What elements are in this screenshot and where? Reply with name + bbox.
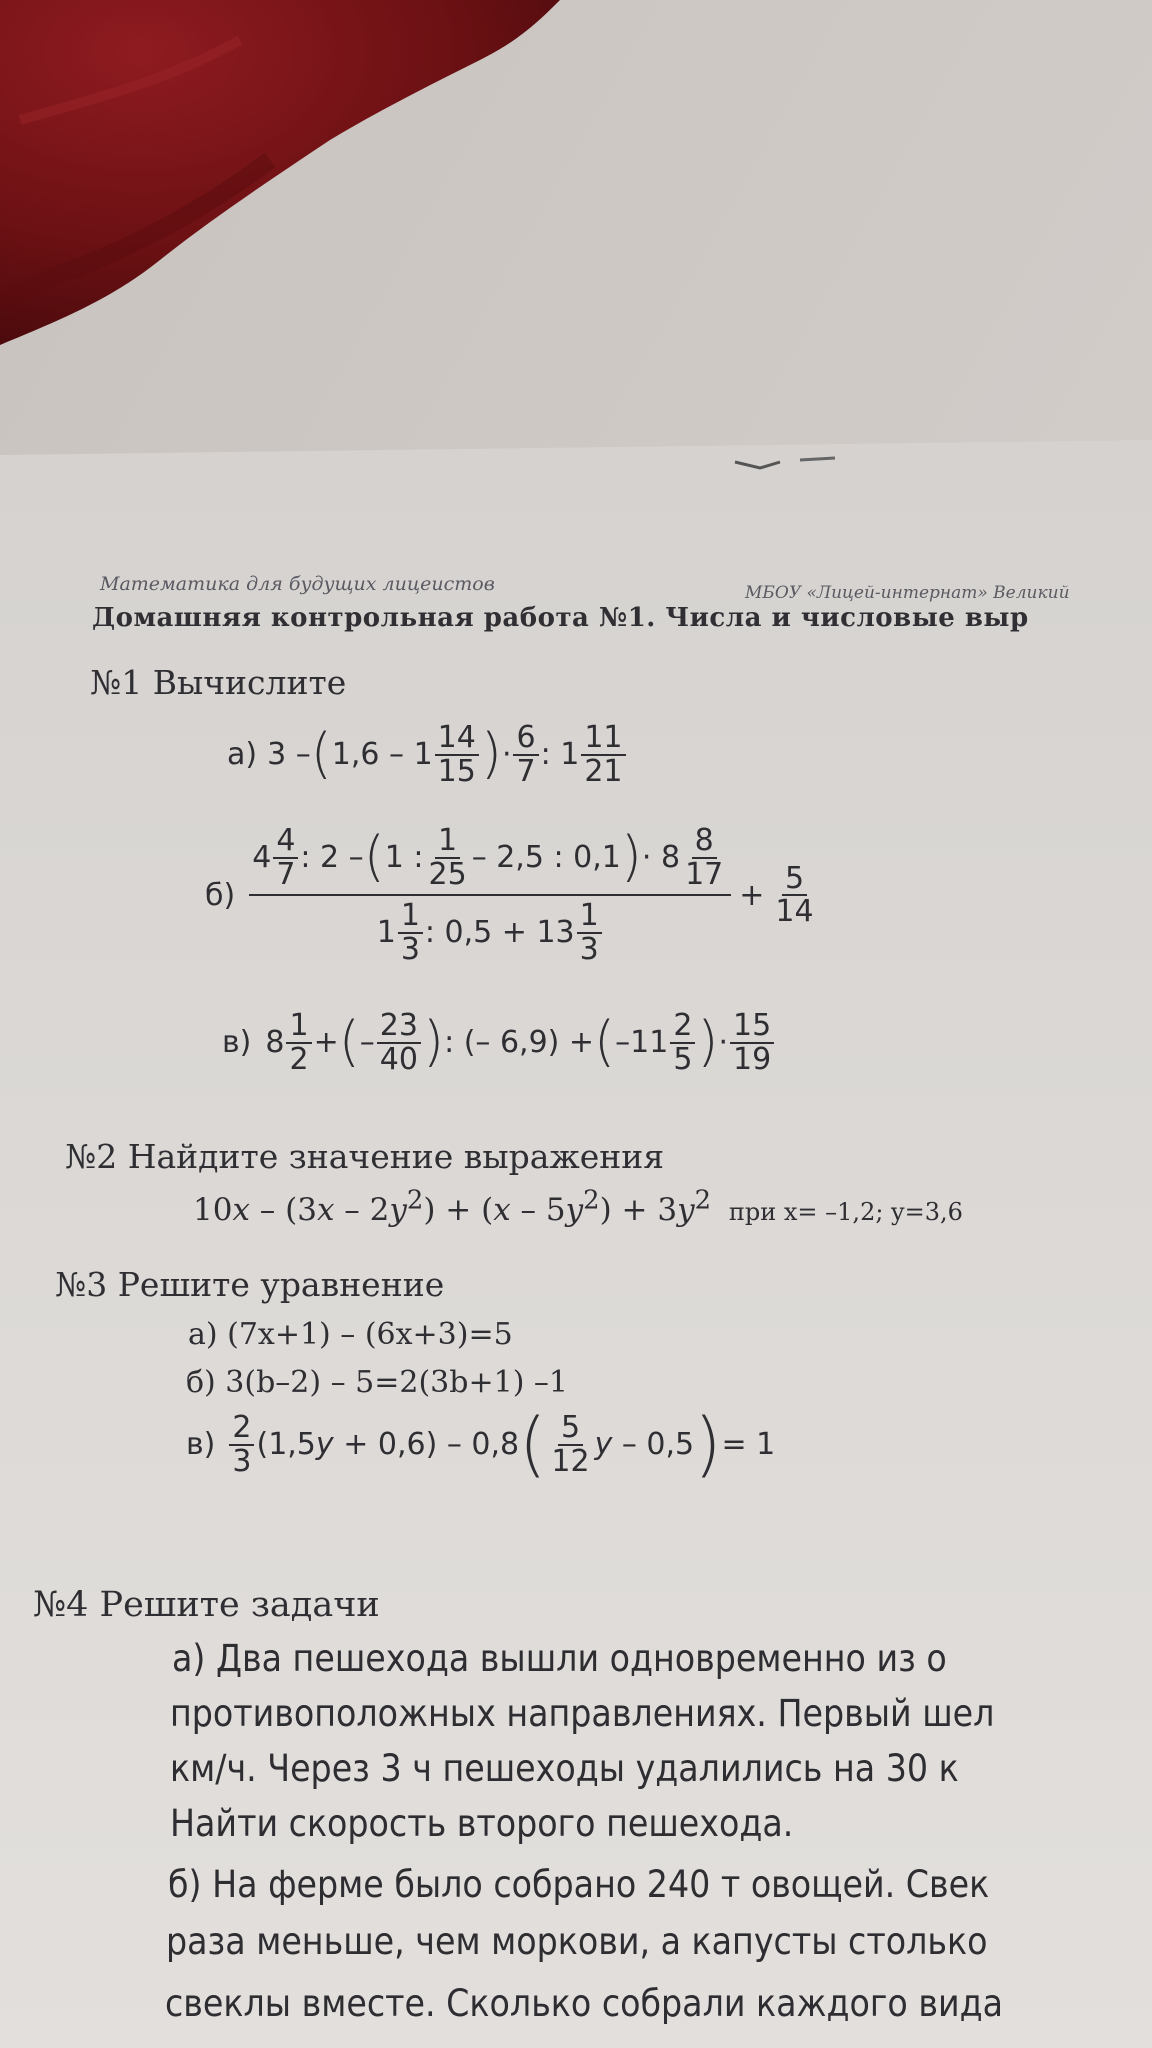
task4-line-1: а) Два пешехода вышли одновременно из о (172, 1637, 947, 1680)
header-school-name: МБОУ «Лицей-интернат» Великий (745, 583, 1070, 603)
task3-heading: №3 Решите уравнение (55, 1265, 445, 1304)
task1-c-expression: в) 8 $\frac{1}{2}$ + ( – $\frac{23}{40}$ ) : (– 6,9) + ( –11 $\frac{2}{5}$ ) · $\frac{15}{19}$ (222, 1010, 776, 1075)
task4-line-5: б) На ферме было собрано 240 т овощей. Свек (168, 1863, 990, 1906)
task4-heading: №4 Решите задачи (33, 1585, 380, 1625)
task4-line-7: свеклы вместе. Сколько собрали каждого вида (165, 1982, 1003, 2025)
task1-a-label: а) (227, 737, 258, 772)
task3-a-equation: а) (7x+1) – (6x+3)=5 (188, 1317, 513, 1352)
task2-condition: при x= –1,2; y=3,6 (728, 1198, 963, 1227)
task2-heading: №2 Найдите значение выражения (65, 1137, 665, 1176)
task3-c-label: в) (186, 1427, 216, 1462)
task3-b-equation: б) 3(b–2) – 5=2(3b+1) –1 (186, 1365, 569, 1400)
task4-line-6: раза меньше, чем моркови, а капусты столько (166, 1920, 988, 1963)
task1-b-label: б) (205, 877, 236, 913)
task1-heading: №1 Вычислите (90, 663, 347, 702)
task4-line-3: км/ч. Через 3 ч пешеходы удалились на 30 к (170, 1747, 959, 1790)
page-title: Домашняя контрольная работа №1. Числа и числовые выр (92, 603, 1029, 633)
task3-c-equation: в) $\frac{2}{3}$ (1,5y + 0,6) – 0,8 ( $\frac{5}{12}$ y – 0,5 ) = 1 (186, 1403, 776, 1485)
task1-a-expression: а) 3 – ( 1,6 – 1 $\frac{14}{15}$ ) · $\frac{6}{7}$ : 1 $\frac{11}{21}$ (227, 722, 628, 787)
task4-line-4: Найти скорость второго пешехода. (170, 1802, 794, 1845)
task4-line-2: противоположных направлениях. Первый шел (170, 1692, 995, 1735)
task1-b-expression: б) 4 $\frac{4}{7}$ : 2 – ( 1 : $\frac{1}{25}$ – 2,5 : 0,1 ) · 8 $\frac{8}{17}$ 1 $\frac{1}{3}$ : 0,5 + 13 $\frac{1}{3}$ + $\frac{5}{14}$ (205, 823, 814, 967)
task1-c-label: в) (222, 1025, 252, 1060)
header-course-name: Математика для будущих лицеистов (100, 573, 495, 595)
task2-expression: $10x - (3x - 2y^2) + (x - 5y^2) + 3y^2$ при x= –1,2; y=3,6 (193, 1186, 963, 1229)
